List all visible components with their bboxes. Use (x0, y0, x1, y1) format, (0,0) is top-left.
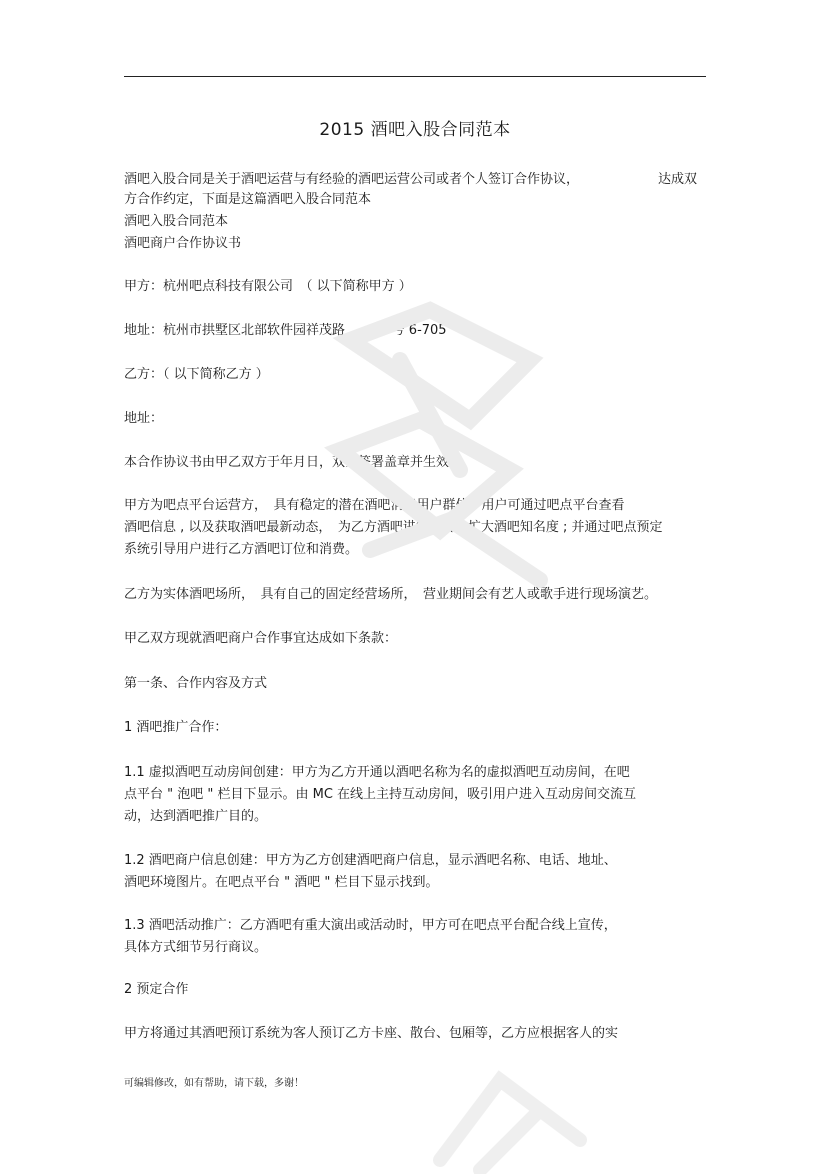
body-line: 甲方为吧点平台运营方， 具有稳定的潜在酒吧消费用户群体，用户可通过吧点平台查看 (124, 498, 625, 513)
party-a-line: 甲方：杭州吧点科技有限公司 （ 以下简称甲方 ） (124, 279, 412, 294)
body-line: 动，达到酒吧推广目的。 (124, 809, 268, 824)
body-line: 本合作协议书由甲乙双方于年月日，双方签署盖章并生效。 (124, 455, 463, 470)
subsection-heading: 2 预定合作 (124, 982, 189, 997)
body-line: 具体方式细节另行商议。 (124, 940, 268, 955)
body-line: 酒吧信息 , 以及获取酒吧最新动态， 为乙方酒吧进行宣传和扩大酒吧知名度 ; 并通过吧点预定 (124, 520, 663, 535)
party-b-line: 乙方：（ 以下简称乙方 ） (124, 367, 269, 382)
body-line: 1.2 酒吧商户信息创建：甲方为乙方创建酒吧商户信息，显示酒吧名称、电话、地址、 (124, 853, 617, 868)
body-line: 酒吧环境图片。在吧点平台 " 酒吧 " 栏目下显示找到。 (124, 875, 439, 890)
body-line: 甲乙双方现就酒吧商户合作事宜达成如下条款： (124, 631, 398, 646)
body-line: 酒吧入股合同是关于酒吧运营与有经验的酒吧运营公司或者个人签订合作协议， (124, 172, 580, 187)
body-line: 点平台 " 泡吧 " 栏目下显示。由 MC 在线上主持互动房间，吸引用户进入互动房间交流互 (124, 787, 637, 802)
footer-note: 可编辑修改，如有帮助，请下载，多谢！ (124, 1078, 304, 1089)
body-line: 方合作约定，下面是这篇酒吧入股合同范本 (124, 192, 372, 207)
body-line-tail: 达成双 (658, 172, 698, 187)
address-a-line: 地址：杭州市拱墅区北部软件园祥茂路 99 号 6-705 (124, 323, 447, 338)
watermark-graphic-bottom (420, 1040, 600, 1174)
body-line: 1.1 虚拟酒吧互动房间创建：甲方为乙方开通以酒吧名称为名的虚拟酒吧互动房间，在吧 (124, 765, 630, 780)
body-line: 酒吧入股合同范本 (124, 214, 229, 229)
body-line: 甲方将通过其酒吧预订系统为客人预订乙方卡座、散台、包厢等，乙方应根据客人的实 (124, 1026, 619, 1041)
section-heading: 第一条、合作内容及方式 (124, 676, 268, 691)
document-title: 2015 酒吧入股合同范本 (319, 120, 511, 140)
body-line: 乙方为实体酒吧场所， 具有自己的固定经营场所， 营业期间会有艺人或歌手进行现场演艺。 (124, 587, 658, 602)
header-rule (124, 76, 706, 77)
body-line: 系统引导用户进行乙方酒吧订位和消费。 (124, 542, 359, 557)
address-b-line: 地址： (124, 411, 164, 426)
body-line: 1.3 酒吧活动推广：乙方酒吧有重大演出或活动时，甲方可在吧点平台配合线上宣传， (124, 918, 617, 933)
body-line: 酒吧商户合作协议书 (124, 236, 242, 251)
subsection-heading: 1 酒吧推广合作： (124, 720, 228, 735)
